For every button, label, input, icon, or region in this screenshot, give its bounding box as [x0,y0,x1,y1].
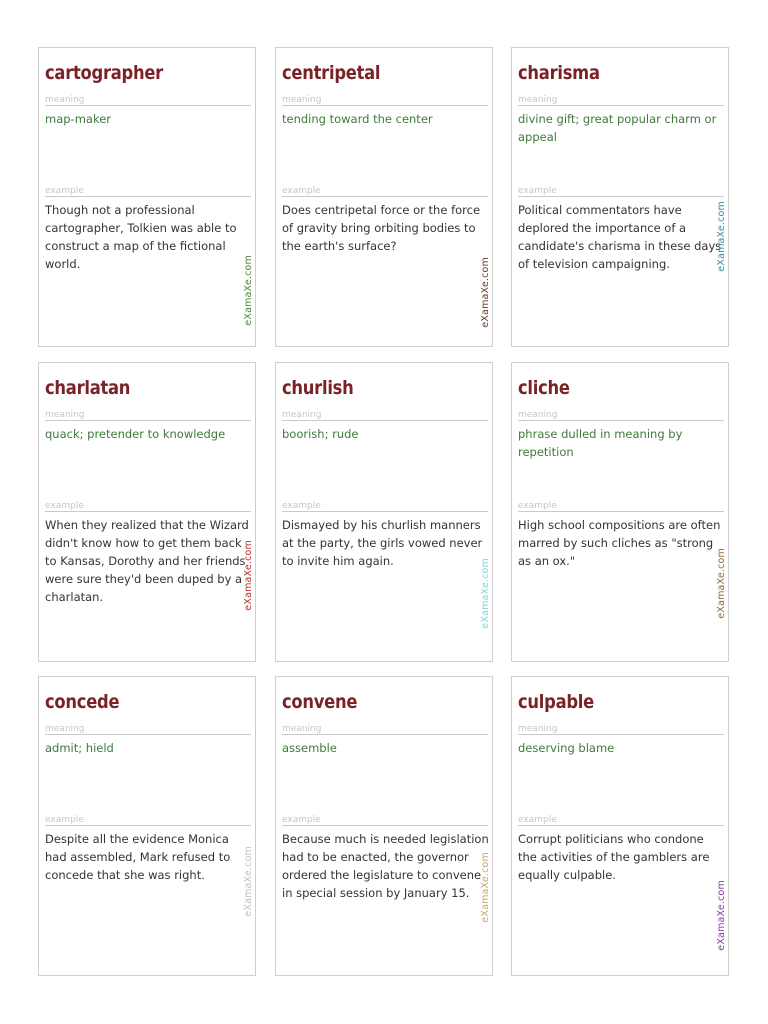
card-example: Despite all the evidence Monica had assembled, Mark refused to concede that she was right. [45,832,231,882]
card-meaning: tending toward the center [282,112,433,126]
vocab-card-cartographer [38,47,256,347]
example-label: example [282,501,488,512]
brand-watermark: eXamaXe.com [243,540,254,611]
meaning-label: meaning [45,724,251,735]
card-example: Because much is needed legislation had to be enacted, the governor ordered the legislature to convene in special session by January 15. [282,832,489,900]
card-example: Corrupt politicians who condone the activities of the gamblers are equally culpable. [518,832,710,882]
card-example: High school compositions are often marred by such cliches as "strong as an ox." [518,518,721,568]
card-meaning: assemble [282,741,337,755]
card-word: cartographer [45,62,163,84]
meaning-label: meaning [45,410,251,421]
card-meaning: deserving blame [518,741,615,755]
example-label: example [45,501,251,512]
card-word: charisma [518,62,600,84]
vocab-card-churlish [275,362,493,662]
card-example: When they realized that the Wizard didn't know how to get them back to Kansas, Dorothy and her friends were sure they'd been duped by a charlatan. [45,518,249,604]
brand-watermark: eXamaXe.com [480,257,491,328]
card-example: Does centripetal force or the force of gravity bring orbiting bodies to the earth's surface? [282,203,481,253]
meaning-label: meaning [282,410,488,421]
vocab-card-culpable [511,676,729,976]
vocab-card-cliche [511,362,729,662]
card-word: convene [282,691,358,713]
card-meaning: boorish; rude [282,427,359,441]
brand-watermark: eXamaXe.com [716,201,727,272]
card-meaning: quack; pretender to knowledge [45,427,226,441]
card-example: Political commentators have deplored the importance of a candidate's charisma in these days of television campaigning. [518,203,722,271]
example-label: example [282,815,488,826]
card-meaning: phrase dulled in meaning by repetition [518,427,683,459]
vocab-card-convene [275,676,493,976]
example-label: example [518,186,724,197]
meaning-label: meaning [282,95,488,106]
brand-watermark: eXamaXe.com [480,852,491,923]
meaning-label: meaning [518,724,724,735]
brand-watermark: eXamaXe.com [716,548,727,619]
example-label: example [45,815,251,826]
card-meaning: map-maker [45,112,112,126]
card-example: Though not a professional cartographer, Tolkien was able to construct a map of the fictional world. [45,203,237,271]
vocab-card-charisma [511,47,729,347]
card-word: churlish [282,377,354,399]
card-word: cliche [518,377,570,399]
card-word: concede [45,691,120,713]
meaning-label: meaning [282,724,488,735]
card-example: Dismayed by his churlish manners at the party, the girls vowed never to invite him again. [282,518,483,568]
vocab-card-concede [38,676,256,976]
example-label: example [518,501,724,512]
meaning-label: meaning [45,95,251,106]
card-word: centripetal [282,62,381,84]
brand-watermark: eXamaXe.com [243,846,254,917]
vocab-card-charlatan [38,362,256,662]
example-label: example [45,186,251,197]
meaning-label: meaning [518,410,724,421]
card-word: charlatan [45,377,131,399]
meaning-label: meaning [518,95,724,106]
card-meaning: admit; hield [45,741,114,755]
example-label: example [282,186,488,197]
brand-watermark: eXamaXe.com [480,558,491,629]
brand-watermark: eXamaXe.com [716,880,727,951]
brand-watermark: eXamaXe.com [243,255,254,326]
vocab-card-centripetal [275,47,493,347]
example-label: example [518,815,724,826]
card-word: culpable [518,691,594,713]
card-meaning: divine gift; great popular charm or appeal [518,112,717,144]
